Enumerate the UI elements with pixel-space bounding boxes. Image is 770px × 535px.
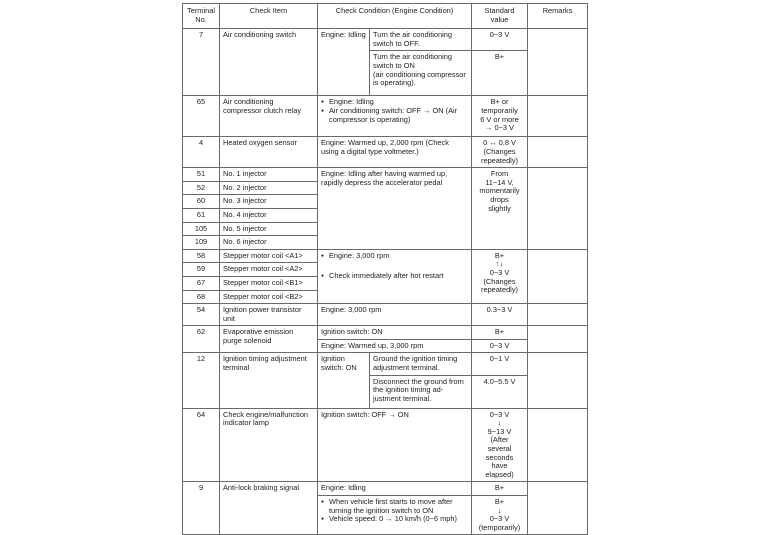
standard-value: B+ ↑↓ 0−3 V (Changes repeatedly)	[472, 249, 528, 303]
terminal-no: 51	[183, 168, 220, 182]
check-item: Stepper motor coil <B2>	[220, 290, 318, 304]
check-condition	[318, 496, 472, 535]
condition-bullet: ● Vehicle speed: 0 → 10 km/h (0−6 mph)	[321, 515, 468, 524]
check-item: Check engine/malfunction indicator lamp	[220, 408, 318, 482]
standard-value: 0−3 V ↓ 9−13 V (After several seconds have elapsed)	[472, 408, 528, 482]
terminal-no: 59	[183, 263, 220, 277]
check-item: Air conditioning compressor clutch relay	[220, 96, 318, 137]
check-condition	[318, 96, 472, 137]
check-item: No. 3 injector	[220, 195, 318, 209]
condition-bullet: ● Check immediately after hot restart	[321, 272, 468, 281]
remarks	[528, 353, 588, 408]
standard-value: 0.3−3 V	[472, 304, 528, 326]
table-row	[183, 29, 588, 51]
terminal-no: 54	[183, 304, 220, 326]
check-condition: Ignition switch: ON	[318, 326, 472, 340]
terminal-no: 68	[183, 290, 220, 304]
terminal-no: 64	[183, 408, 220, 482]
check-condition: Engine: Warmed up, 2,000 rpm (Check using a digital type voltmeter.)	[318, 137, 472, 168]
terminal-no: 60	[183, 195, 220, 209]
standard-value: B+ or temporarily 6 V or more → 0−3 V	[472, 96, 528, 137]
check-item: No. 2 injector	[220, 181, 318, 195]
check-item: No. 5 injector	[220, 222, 318, 236]
header-check-item: Check Item	[220, 4, 318, 29]
remarks	[528, 408, 588, 482]
terminal-no: 52	[183, 181, 220, 195]
terminal-check-table	[182, 3, 588, 535]
standard-value: B+	[472, 482, 528, 496]
terminal-no: 12	[183, 353, 220, 408]
check-item: Air conditioning switch	[220, 29, 318, 96]
standard-value: B+	[472, 51, 528, 96]
terminal-no: 4	[183, 137, 220, 168]
table-row	[183, 304, 588, 326]
header-terminal-no: Terminal No.	[183, 4, 220, 29]
check-condition: Engine: Idling after having warmed up, rapidly depress the accelerator pedal	[318, 168, 472, 250]
remarks	[528, 137, 588, 168]
terminal-no: 62	[183, 326, 220, 353]
check-condition: Engine: 3,000 rpm	[318, 304, 472, 326]
header-check-condition: Check Condition (Engine Condition)	[318, 4, 472, 29]
standard-value: From 11−14 V, momentarily drops slightly	[472, 168, 528, 250]
table-row	[183, 168, 588, 182]
check-condition: Engine: Idling	[318, 482, 472, 496]
terminal-no: 9	[183, 482, 220, 535]
check-condition: Ignition switch: ON	[318, 353, 370, 408]
table-row	[183, 137, 588, 168]
condition-bullet: ● Engine: 3,000 rpm	[321, 252, 468, 261]
check-condition: Engine: Idling	[318, 29, 370, 96]
sub-condition: Disconnect the ground from the ignition timing ad-justment terminal.	[370, 375, 472, 408]
table-row	[183, 408, 588, 482]
check-condition	[318, 249, 472, 303]
sub-condition: Ground the ignition timing adjustment terminal.	[370, 353, 472, 375]
remarks	[528, 168, 588, 250]
remarks	[528, 96, 588, 137]
remarks	[528, 326, 588, 353]
remarks	[528, 29, 588, 96]
check-item: Anti-lock braking signal	[220, 482, 318, 535]
condition-bullet: ● Engine: Idling	[321, 98, 468, 107]
check-item: Heated oxygen sensor	[220, 137, 318, 168]
table-row	[183, 353, 588, 375]
standard-value: B+	[472, 326, 528, 340]
header-row	[183, 4, 588, 29]
check-item: Stepper motor coil <A2>	[220, 263, 318, 277]
standard-value: 0−1 V	[472, 353, 528, 375]
check-item: Ignition timing adjustment terminal	[220, 353, 318, 408]
table-row	[183, 482, 588, 496]
terminal-no: 58	[183, 249, 220, 263]
sub-condition: Turn the air conditioning switch to OFF.	[370, 29, 472, 51]
check-item: Ignition power transistor unit	[220, 304, 318, 326]
remarks	[528, 249, 588, 303]
terminal-no: 105	[183, 222, 220, 236]
remarks	[528, 482, 588, 535]
header-standard-value: Standard value	[472, 4, 528, 29]
terminal-no: 67	[183, 276, 220, 290]
table-row	[183, 96, 588, 137]
sub-condition: Turn the air conditioning switch to ON (air conditioning compressor is operating).	[370, 51, 472, 96]
standard-value: 0 ↔ 0.8 V (Changes repeatedly)	[472, 137, 528, 168]
condition-bullet: ● Air conditioning switch: OFF → ON (Air compressor is operating)	[321, 107, 468, 124]
check-item: No. 6 injector	[220, 236, 318, 250]
standard-value: 0−3 V	[472, 339, 528, 353]
check-condition: Engine: Warmed up, 3,000 rpm	[318, 339, 472, 353]
check-condition: Ignition switch: OFF → ON	[318, 408, 472, 482]
standard-value: B+ ↓ 0−3 V (temporarily)	[472, 496, 528, 535]
terminal-no: 65	[183, 96, 220, 137]
header-remarks: Remarks	[528, 4, 588, 29]
check-item: Stepper motor coil <B1>	[220, 276, 318, 290]
remarks	[528, 304, 588, 326]
condition-bullet: ● When vehicle first starts to move after turning the ignition switch to ON	[321, 498, 468, 515]
standard-value: 0−3 V	[472, 29, 528, 51]
terminal-no: 7	[183, 29, 220, 96]
check-item: No. 1 injector	[220, 168, 318, 182]
check-item: Evaporative emission purge solenoid	[220, 326, 318, 353]
terminal-no: 61	[183, 208, 220, 222]
check-item: Stepper motor coil <A1>	[220, 249, 318, 263]
table-row	[183, 326, 588, 340]
table-row	[183, 249, 588, 263]
check-item: No. 4 injector	[220, 208, 318, 222]
standard-value: 4.0−5.5 V	[472, 375, 528, 408]
terminal-no: 109	[183, 236, 220, 250]
